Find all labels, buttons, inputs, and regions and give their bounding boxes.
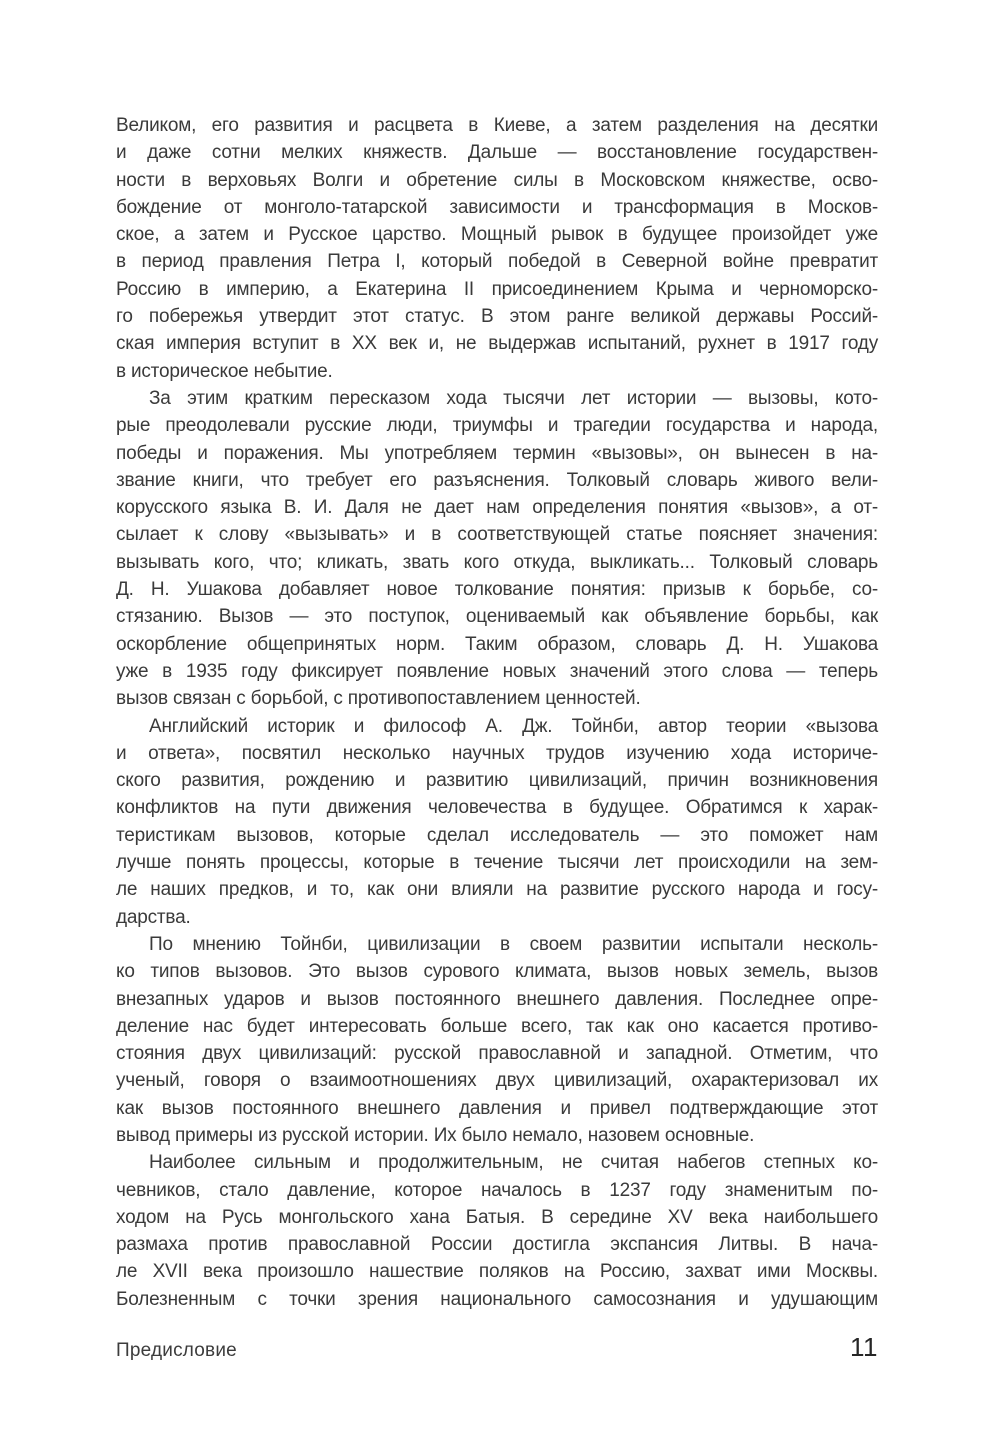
paragraph xyxy=(116,713,878,931)
text-line: уже в 1935 году фиксирует появление новых значений этого слова — теперь xyxy=(116,660,878,682)
text-line: в период правления Петра I, который победой в Северной войне превратит xyxy=(116,251,878,273)
text-line: Россию в империю, а Екатерина II присоединением Крыма и черноморско- xyxy=(116,278,878,300)
paragraph xyxy=(116,385,878,713)
text-line: конфликтов на пути движения человечества в будущее. Обратимся к харак- xyxy=(116,797,878,819)
text-line: внезапных ударов и вызов постоянного внешнего давления. Последнее опре- xyxy=(116,988,878,1010)
text-line: ности в верховьях Волги и обретение силы в Московском княжестве, осво- xyxy=(116,169,878,191)
footer-section-title: Предисловие xyxy=(116,1340,237,1361)
text-line: в историческое небытие. xyxy=(116,360,333,382)
text-line: ко типов вызовов. Это вызов сурового климата, вызов новых земель, вызов xyxy=(116,961,878,983)
text-line: Великом, его развития и расцвета в Киеве, а затем разделения на десятки xyxy=(116,115,878,136)
text-line: Наиболее сильным и продолжительным, не считая набегов степных ко- xyxy=(149,1152,878,1174)
text-line: Д. Н. Ушакова добавляет новое толкование понятия: призыв к борьбе, со- xyxy=(116,579,878,601)
text-line: победы и поражения. Мы употребляем термин «вызовы», он вынесен в на- xyxy=(116,442,878,464)
text-line: ле наших предков, и то, как они влияли на развитие русского народа и госу- xyxy=(116,879,878,901)
text-line: ская империя вступит в XX век и, не выдержав испытаний, рухнет в 1917 году xyxy=(116,333,878,355)
text-block xyxy=(116,112,878,1313)
text-line: ское, а затем и Русское царство. Мощный рывок в будущее произойдет уже xyxy=(116,224,878,246)
text-line: звание книги, что требует его разъяснения. Толковый словарь живого вели- xyxy=(116,469,878,491)
text-line: как вызов постоянного внешнего давления и привел подтверждающие этот xyxy=(116,1097,878,1119)
text-line: вывод примеры из русской истории. Их было немало, назовем основные. xyxy=(116,1124,755,1146)
text-line: теристикам вызовов, которые сделал исследователь — это поможет нам xyxy=(116,824,878,846)
text-line: лучше понять процессы, которые в течение тысячи лет происходили на зем- xyxy=(116,852,878,874)
text-line: рые преодолевали русские люди, триумфы и трагедии государства и народа, xyxy=(116,415,878,437)
text-line: размаха против православной России достигла экспансия Литвы. В нача- xyxy=(116,1234,878,1256)
text-line: Болезненным с точки зрения национального самосознания и удушающим xyxy=(116,1288,878,1310)
paragraph xyxy=(116,1149,878,1313)
text-line: и даже сотни мелких княжеств. Дальше — восстановление государствен- xyxy=(116,142,878,164)
text-line: стязанию. Вызов — это поступок, оцениваемый как объявление борьбы, как xyxy=(116,606,878,628)
text-line: Английский историк и философ А. Дж. Тойнби, автор теории «вызова xyxy=(149,715,878,737)
text-line: деление нас будет интересовать больше всего, так как оно касается противо- xyxy=(116,1015,878,1037)
text-line: ученый, говоря о взаимоотношениях двух цивилизаций, охарактеризовал их xyxy=(116,1070,878,1092)
text-line: бождение от монголо-татарской зависимости и трансформация в Москов- xyxy=(116,196,878,218)
text-line: По мнению Тойнби, цивилизации в своем развитии испытали несколь- xyxy=(149,933,878,955)
text-line: За этим кратким пересказом хода тысячи лет истории — вызовы, кото- xyxy=(149,387,878,409)
footer-page-number: 11 xyxy=(850,1332,878,1362)
text-line: дарства. xyxy=(116,906,191,928)
text-line: оскорбление общепринятых норм. Таким образом, словарь Д. Н. Ушакова xyxy=(116,633,878,655)
text-line: сылает к слову «вызывать» и в соответствующей статье поясняет значения: xyxy=(116,524,878,546)
text-line: го побережья утвердит этот статус. В этом ранге великой державы Россий- xyxy=(116,306,878,328)
page-footer xyxy=(116,1332,878,1368)
text-line: ле XVII века произошло нашествие поляков на Россию, захват ими Москвы. xyxy=(116,1261,878,1283)
text-line: и ответа», посвятил несколько научных трудов изучению хода историче- xyxy=(116,742,878,764)
text-line: вызов связан с борьбой, с противопоставлением ценностей. xyxy=(116,688,641,710)
text-line: корусского языка В. И. Даля не дает нам определения понятия «вызов», а от- xyxy=(116,497,878,519)
paragraph xyxy=(116,112,878,385)
paragraph xyxy=(116,931,878,1149)
text-line: вызывать кого, что; кликать, звать кого откуда, выкликать... Толковый словарь xyxy=(116,551,878,573)
text-line: стояния двух цивилизаций: русской православной и западной. Отметим, что xyxy=(116,1043,878,1065)
text-line: ского развития, рождению и развитию цивилизаций, причин возникновения xyxy=(116,770,878,792)
text-line: ходом на Русь монгольского хана Батыя. В середине XV века наибольшего xyxy=(116,1206,878,1228)
text-line: чевников, стало давление, которое началось в 1237 году знаменитым по- xyxy=(116,1179,878,1201)
